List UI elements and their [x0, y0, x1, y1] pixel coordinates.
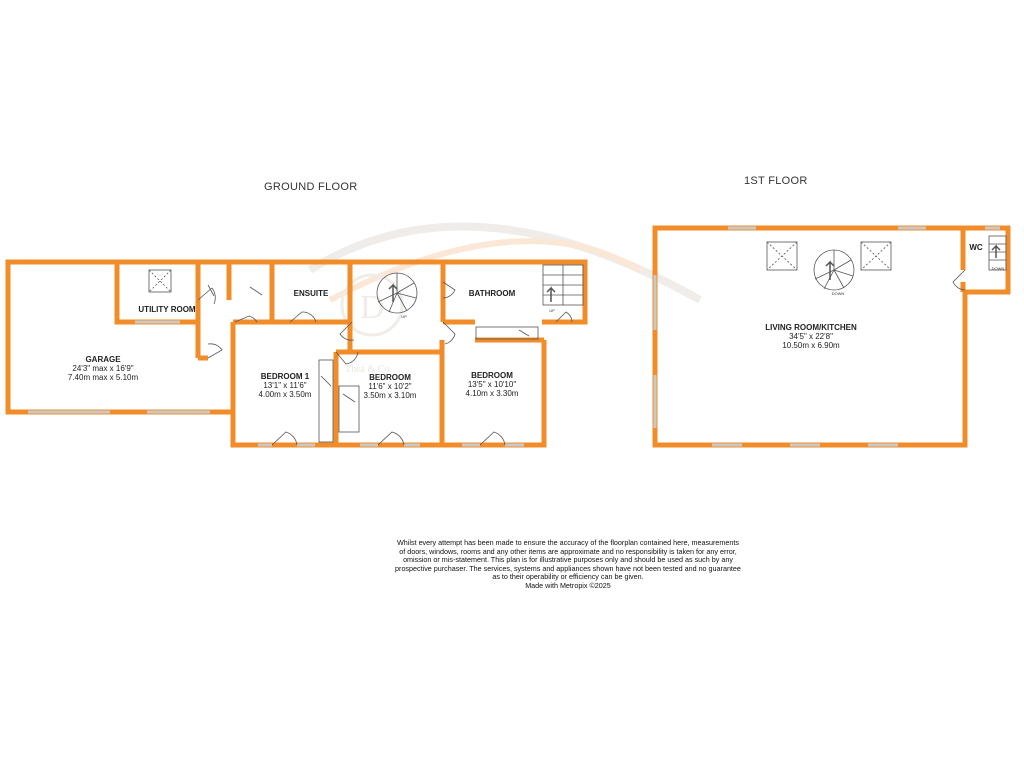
bathroom-name: BATHROOM [468, 289, 516, 298]
disclaimer-line: as to their operability or efficiency can be given. [492, 572, 644, 582]
bedroom-2-imperial: 11'6" x 10'2" [368, 382, 412, 391]
ground-stair-labels [401, 308, 555, 319]
living-room-name: LIVING ROOM/KITCHEN [765, 323, 857, 332]
bedroom-3-metric: 4.10m x 3.30m [465, 389, 519, 398]
ground-floor-title: GROUND FLOOR [264, 181, 358, 193]
ground-up-label: UP [401, 314, 407, 319]
garage-label [68, 355, 139, 382]
garage-imperial: 24'3" max x 16'9" [72, 364, 134, 373]
bedroom-3-name: BEDROOM [471, 371, 513, 380]
garage-name: GARAGE [85, 355, 121, 364]
disclaimer-line: prospective purchaser. The services, systems and appliances shown have not been tested and no guarantee [395, 563, 741, 573]
garage-walls [8, 262, 233, 412]
bedroom-3-label [466, 371, 519, 398]
bedroom-2-name: BEDROOM [369, 373, 411, 382]
garage-metric: 7.40m max x 5.10m [67, 373, 139, 382]
living-room-imperial: 34'5" x 22'8" [789, 332, 833, 341]
ensuite-name: ENSUITE [293, 289, 329, 298]
bedroom-2-metric: 3.50m x 3.10m [363, 391, 417, 400]
svg-text:D: D [360, 289, 385, 326]
utility-room-walls [117, 262, 272, 412]
bedroom-2-label [364, 373, 417, 400]
wc-name: WC [969, 243, 983, 252]
bedroom-1-imperial: 13'1" x 11'6" [263, 381, 307, 390]
disclaimer-line: of doors, windows, rooms and any other items are approximate and no responsibility is taken for any error, [399, 546, 737, 556]
watermark-text: Thea & Co [345, 364, 390, 375]
living-room-metric: 10.50m x 6.90m [782, 341, 840, 350]
ground-stair-up-label: UP [549, 308, 555, 313]
bedroom-1-metric: 4.00m x 3.50m [258, 390, 312, 399]
wc-down-label: DOWN [991, 266, 1005, 271]
living-room-label [765, 323, 857, 350]
bedroom-1-name: BEDROOM 1 [260, 372, 310, 381]
disclaimer-line: Whilst every attempt has been made to ensure the accuracy of the floorplan contained here, measurements [397, 538, 739, 547]
disclaimer-line: omission or mis-statement. This plan is for illustrative purposes only and should be used as such by any [403, 555, 733, 565]
bedroom-3-imperial: 13'5" x 10'10" [467, 380, 517, 389]
disclaimer-text [362, 539, 774, 591]
utility-room-name: UTILITY ROOM [138, 305, 196, 314]
first-down-label: DOWN [831, 291, 845, 296]
disclaimer-credit: Made with Metropix ©2025 [525, 580, 611, 590]
first-floor-title: 1ST FLOOR [744, 175, 808, 187]
bedroom-1-label [259, 372, 312, 399]
